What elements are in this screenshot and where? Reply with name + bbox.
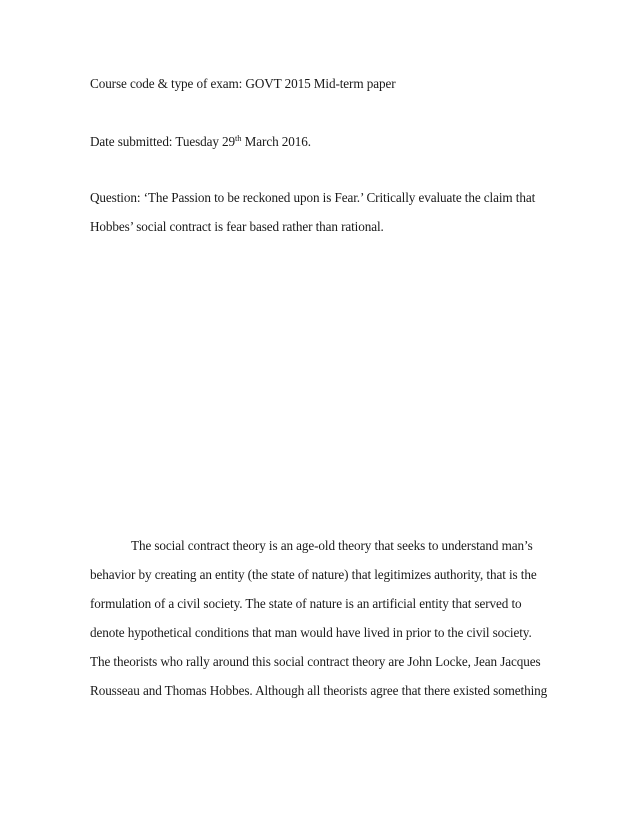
paragraph-line: formulation of a civil society. The state of nature is an artificial entity that served to	[90, 596, 522, 611]
paragraph-line: The theorists who rally around this social contract theory are John Locke, Jean Jacques	[90, 654, 541, 669]
date-month-year: March 2016.	[241, 134, 311, 149]
date-submitted-line	[90, 134, 311, 150]
course-code-line: Course code & type of exam: GOVT 2015 Mid-term paper	[90, 76, 396, 91]
date-ordinal-suffix: th	[235, 133, 242, 143]
date-text: Date submitted: Tuesday 29	[90, 134, 236, 149]
paragraph-line: denote hypothetical conditions that man would have lived in prior to the civil society.	[90, 625, 532, 640]
question-line-2: Hobbes’ social contract is fear based rather than rational.	[90, 219, 384, 234]
paragraph-line: behavior by creating an entity (the state of nature) that legitimizes authority, that is the	[90, 567, 537, 582]
question-line-1: Question: ‘The Passion to be reckoned upon is Fear.’ Critically evaluate the claim that	[90, 190, 536, 205]
paragraph-line: The social contract theory is an age-old theory that seeks to understand man’s	[131, 538, 533, 553]
paragraph-line: Rousseau and Thomas Hobbes. Although all theorists agree that there existed something	[90, 683, 548, 698]
